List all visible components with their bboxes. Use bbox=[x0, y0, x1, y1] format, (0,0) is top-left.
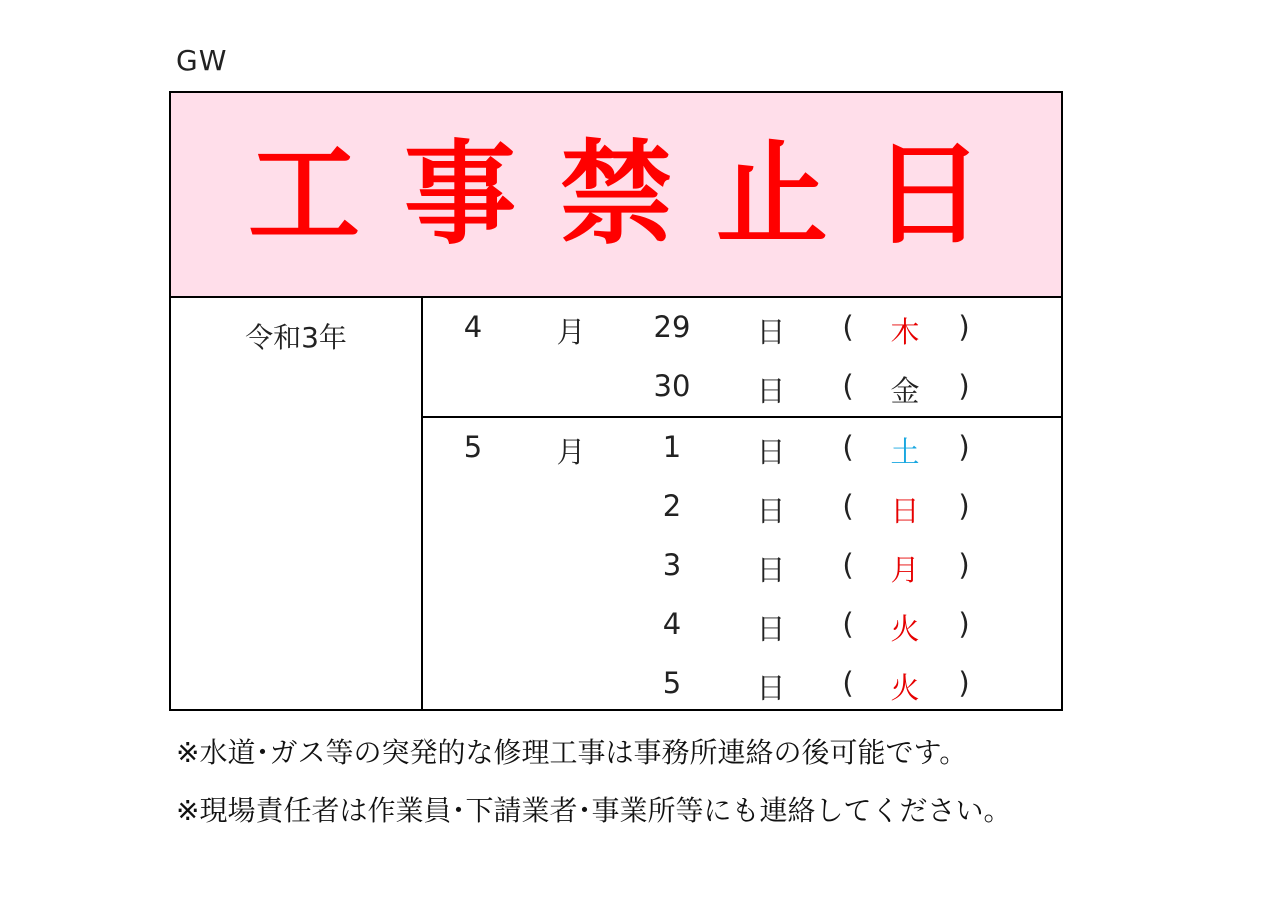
paren-close: ) bbox=[958, 369, 970, 403]
paren-open: ( bbox=[842, 489, 854, 523]
paren-open: ( bbox=[842, 369, 854, 403]
month-number: 4 bbox=[463, 310, 483, 344]
month-number: 5 bbox=[463, 430, 483, 464]
era-cell bbox=[171, 298, 423, 709]
era-year: 令和3年 bbox=[245, 321, 347, 354]
day-kanji: 日 bbox=[756, 612, 786, 646]
date-row bbox=[423, 477, 1061, 536]
paren-open: ( bbox=[842, 430, 854, 464]
day-number: 4 bbox=[662, 607, 682, 641]
day-number: 2 bbox=[662, 489, 682, 523]
banner-title: 工事禁止日 bbox=[248, 129, 1028, 260]
month-kanji: 月 bbox=[556, 435, 586, 469]
weekday: 月 bbox=[890, 553, 920, 587]
paren-close: ) bbox=[958, 548, 970, 582]
weekday: 日 bbox=[890, 494, 920, 528]
paren-open: ( bbox=[842, 607, 854, 641]
notes bbox=[176, 724, 1176, 840]
day-number: 3 bbox=[662, 548, 682, 582]
date-row bbox=[423, 654, 1061, 713]
day-number: 29 bbox=[653, 310, 691, 344]
paren-open: ( bbox=[842, 310, 854, 344]
day-kanji: 日 bbox=[756, 494, 786, 528]
paren-open: ( bbox=[842, 548, 854, 582]
day-number: 1 bbox=[662, 430, 682, 464]
date-row bbox=[423, 595, 1061, 654]
paren-open: ( bbox=[842, 666, 854, 700]
header-label: GW bbox=[176, 44, 228, 77]
note-line: ※水道･ガス等の突発的な修理工事は事務所連絡の後可能です。 bbox=[176, 736, 968, 769]
day-number: 30 bbox=[653, 369, 691, 403]
weekday: 木 bbox=[890, 315, 920, 349]
month-block bbox=[423, 298, 1061, 418]
paren-close: ) bbox=[958, 666, 970, 700]
paren-close: ) bbox=[958, 607, 970, 641]
date-row bbox=[423, 418, 1061, 477]
day-kanji: 日 bbox=[756, 374, 786, 408]
date-row bbox=[423, 536, 1061, 595]
paren-close: ) bbox=[958, 489, 970, 523]
weekday: 土 bbox=[890, 435, 920, 469]
day-kanji: 日 bbox=[756, 315, 786, 349]
weekday: 火 bbox=[890, 612, 920, 646]
day-kanji: 日 bbox=[756, 435, 786, 469]
paren-close: ) bbox=[958, 430, 970, 464]
weekday: 金 bbox=[890, 374, 920, 408]
date-list bbox=[423, 298, 1061, 709]
paren-close: ) bbox=[958, 310, 970, 344]
title-banner bbox=[171, 93, 1061, 298]
weekday: 火 bbox=[890, 671, 920, 705]
notice-table bbox=[169, 91, 1063, 711]
month-kanji: 月 bbox=[556, 315, 586, 349]
date-row bbox=[423, 357, 1061, 416]
day-kanji: 日 bbox=[756, 553, 786, 587]
month-block bbox=[423, 418, 1061, 713]
day-number: 5 bbox=[662, 666, 682, 700]
note-line: ※現場責任者は作業員･下請業者･事業所等にも連絡してください。 bbox=[176, 794, 1012, 827]
day-kanji: 日 bbox=[756, 671, 786, 705]
date-row bbox=[423, 298, 1061, 357]
